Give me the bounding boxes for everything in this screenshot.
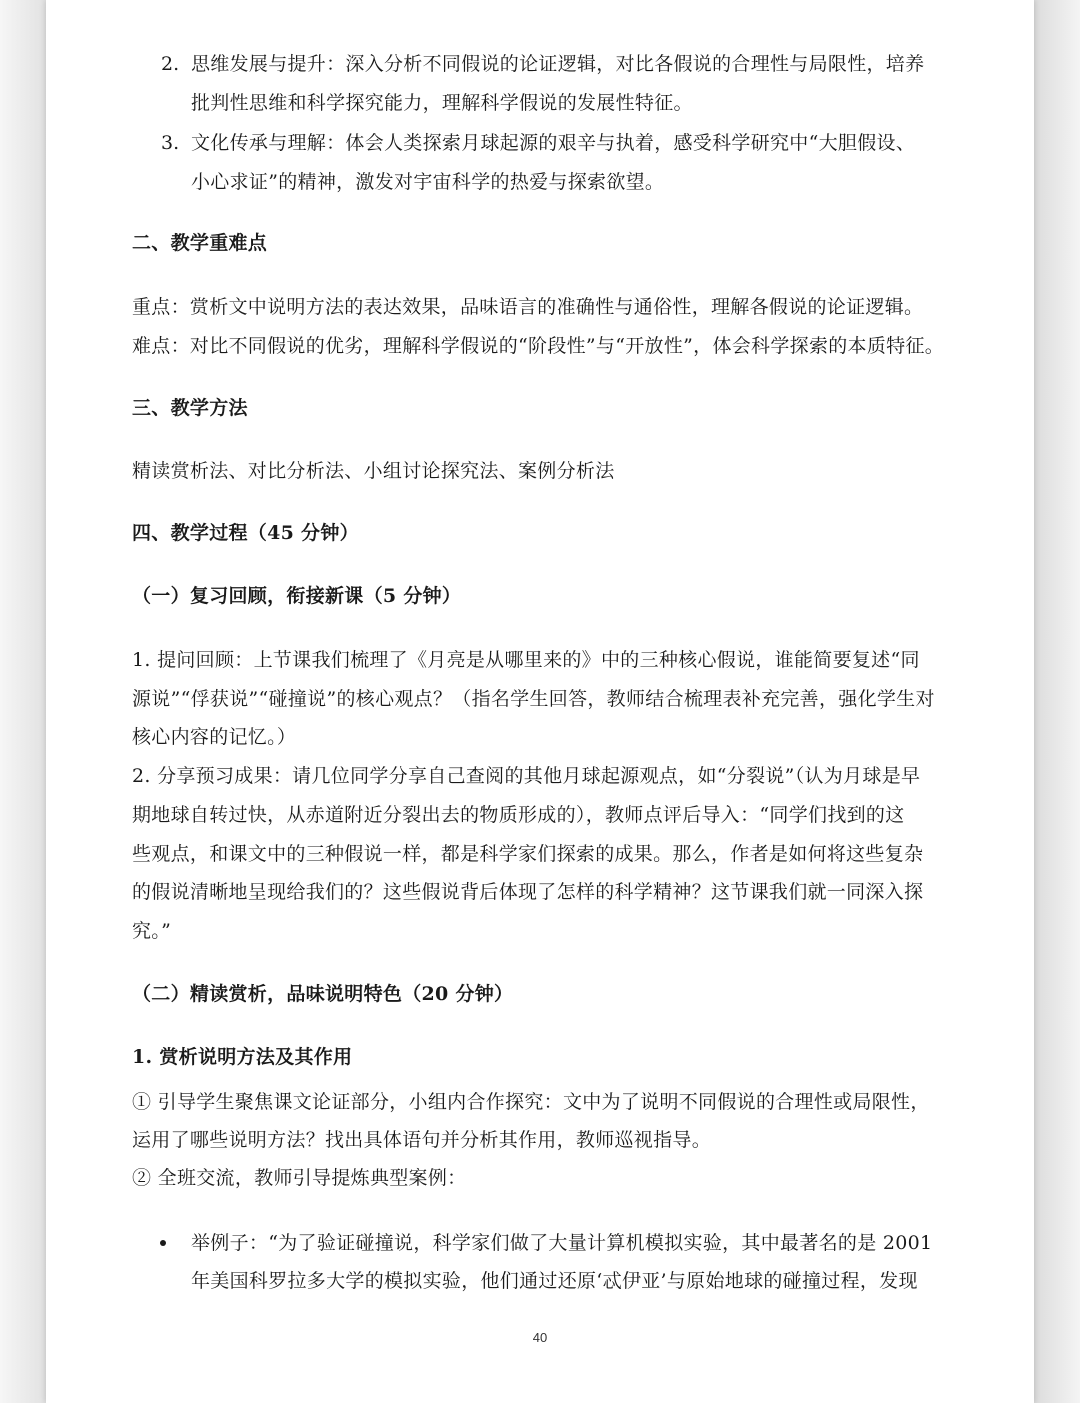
paragraph-line: ① 引导学生聚焦课文论证部分，小组内合作探究：文中为了说明不同假说的合理性或局限性， <box>132 1091 930 1113</box>
bullet-item-text: 举例子：“为了验证碰撞说，科学家们做了大量计算机模拟实验，其中最著名的是 2001 <box>191 1232 933 1254</box>
list-number: 3. <box>161 132 180 154</box>
section-heading: 四、教学过程（45 分钟） <box>132 522 359 544</box>
paragraph-line: 重点：赏析文中说明方法的表达效果，品味语言的准确性与通俗性，理解各假说的论证逻辑。 <box>132 296 924 318</box>
list-item-text: 批判性思维和科学探究能力，理解科学假说的发展性特征。 <box>191 92 693 114</box>
bullet-icon <box>160 1240 166 1246</box>
list-item-text: 思维发展与提升：深入分析不同假说的论证逻辑，对比各假说的合理性与局限性，培养 <box>191 53 925 75</box>
paragraph-line: 2. 分享预习成果：请几位同学分享自己查阅的其他月球起源观点，如“分裂说”（认为月球是早 <box>132 765 921 787</box>
page-shadow-right <box>1034 0 1080 1403</box>
page-number: 40 <box>532 1330 548 1345</box>
list-item-text: 文化传承与理解：体会人类探索月球起源的艰辛与执着，感受科学研究中“大胆假设、 <box>191 132 916 154</box>
page-shadow-left <box>0 0 46 1403</box>
paragraph-line: ② 全班交流，教师引导提炼典型案例： <box>132 1167 467 1189</box>
list-item-text: 小心求证”的精神，激发对宇宙科学的热爱与探索欲望。 <box>191 171 665 193</box>
paragraph-line: 些观点，和课文中的三种假说一样，都是科学家们探索的成果。那么，作者是如何将这些复杂 <box>132 843 924 865</box>
bullet-item-text: 年美国科罗拉多大学的模拟实验，他们通过还原‘忒伊亚’与原始地球的碰撞过程，发现 <box>191 1270 918 1292</box>
paragraph-line: 究。” <box>132 920 172 942</box>
paragraph-line: 精读赏析法、对比分析法、小组讨论探究法、案例分析法 <box>132 460 615 482</box>
paragraph-line: 的假说清晰地呈现给我们的？这些假说背后体现了怎样的科学精神？这节课我们就一同深入探 <box>132 881 924 903</box>
paragraph-line: 期地球自转过快，从赤道附近分裂出去的物质形成的），教师点评后导入：“同学们找到的这 <box>132 804 905 826</box>
subsection-heading: （一）复习回顾，衔接新课（5 分钟） <box>132 585 462 607</box>
section-heading: 二、教学重难点 <box>132 232 268 254</box>
document-page <box>46 0 1034 1403</box>
section-heading: 三、教学方法 <box>132 397 248 419</box>
list-number: 2. <box>161 53 180 75</box>
subsection-heading: （二）精读赏析，品味说明特色（20 分钟） <box>132 983 514 1005</box>
paragraph-line: 运用了哪些说明方法？找出具体语句并分析其作用，教师巡视指导。 <box>132 1129 712 1151</box>
paragraph-line: 源说”“俘获说”“碰撞说”的核心观点？（指名学生回答，教师结合梳理表补充完善，强化学生对 <box>132 688 935 710</box>
page-content <box>46 0 1034 1403</box>
paragraph-line: 难点：对比不同假说的优劣，理解科学假说的“阶段性”与“开放性”，体会科学探索的本质特征。 <box>132 335 945 357</box>
subsection-heading: 1. 赏析说明方法及其作用 <box>132 1046 353 1068</box>
paragraph-line: 核心内容的记忆。） <box>132 726 297 748</box>
paragraph-line: 1. 提问回顾：上节课我们梳理了《月亮是从哪里来的》中的三种核心假说，谁能简要复述“同 <box>132 649 920 671</box>
